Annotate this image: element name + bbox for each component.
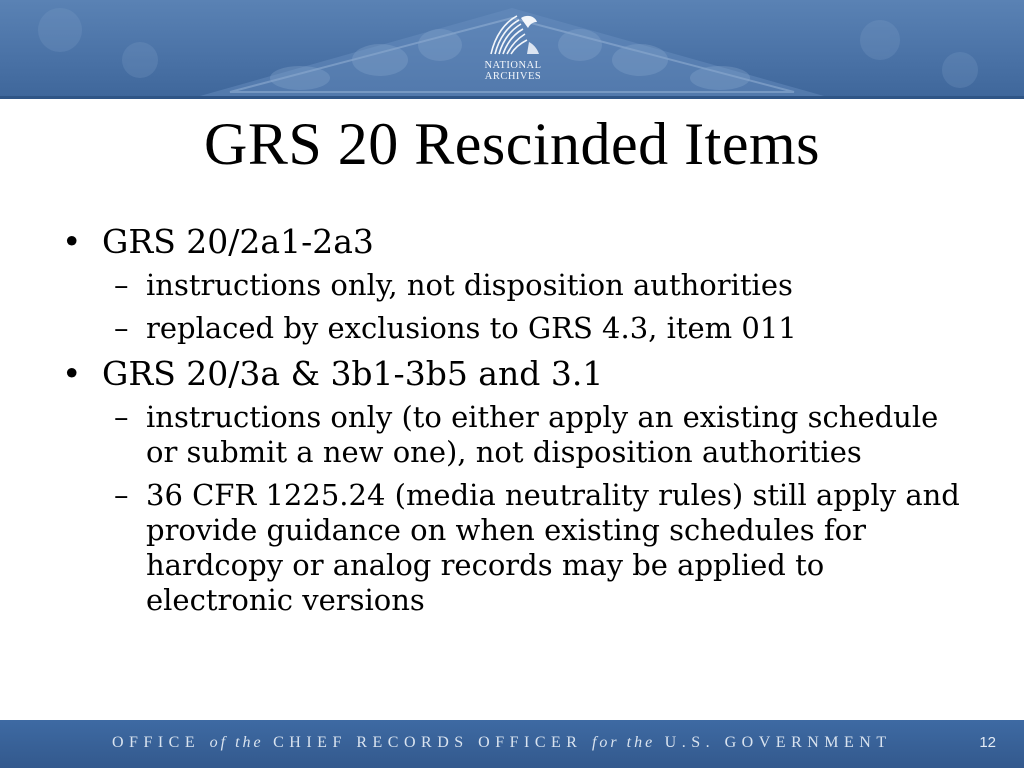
slide-title: GRS 20 Rescinded Items	[204, 111, 820, 177]
bullet-icon: •	[62, 222, 82, 261]
sub-bullet-item	[62, 311, 962, 346]
dash-icon: –	[114, 268, 129, 302]
sub-bullet-text: replaced by exclusions to GRS 4.3, item 011	[146, 311, 797, 345]
bullet-text: GRS 20/3a & 3b1-3b5 and 3.1	[102, 354, 604, 393]
dash-icon: –	[114, 400, 129, 434]
national-archives-logo	[470, 8, 556, 88]
footer-part-office: OFFICE	[112, 734, 201, 751]
sub-bullet-item	[62, 478, 962, 618]
eagle-icon	[483, 8, 543, 60]
bullet-icon: •	[62, 354, 82, 393]
bullet-item	[62, 222, 962, 262]
footer-part-cro: CHIEF RECORDS OFFICER	[273, 734, 583, 751]
footer-part-of-the: of the	[209, 734, 264, 751]
bullet-text: GRS 20/2a1-2a3	[102, 222, 374, 261]
sub-bullet-text: 36 CFR 1225.24 (media neutrality rules) still apply and provide guidance on when existing schedules for hardcopy or analog records may be applied to electronic versions	[146, 478, 960, 617]
footer-part-for-the: for the	[591, 734, 656, 751]
page-number: 12	[979, 734, 996, 751]
logo-line-1: NATIONAL	[484, 60, 542, 71]
dash-icon: –	[114, 311, 129, 345]
sub-bullet-item	[62, 400, 962, 470]
logo-line-2: ARCHIVES	[484, 71, 542, 82]
dash-icon: –	[114, 478, 129, 512]
sub-bullet-item	[62, 268, 962, 303]
footer-part-government: U.S. GOVERNMENT	[664, 734, 892, 751]
sub-bullet-text: instructions only, not disposition authorities	[146, 268, 793, 302]
footer-bar	[0, 720, 1024, 768]
footer-office-text	[112, 734, 892, 752]
slide-content	[62, 222, 962, 626]
header-banner	[0, 0, 1024, 99]
bullet-item	[62, 354, 962, 394]
sub-bullet-text: instructions only (to either apply an existing schedule or submit a new one), not disposition authorities	[146, 400, 939, 469]
